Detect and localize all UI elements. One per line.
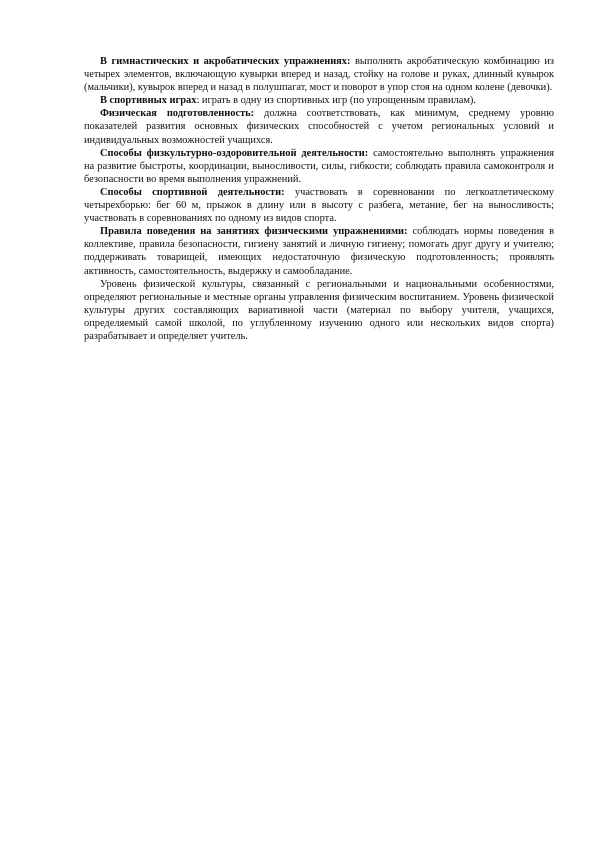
paragraph-body: : играть в одну из спортивных игр (по упрощенным правилам). [196, 95, 476, 107]
paragraph-culture-level [84, 278, 554, 343]
paragraph-lead: В гимнастических и акробатических упражнениях: [100, 56, 351, 67]
paragraph-body: соблюдать нормы поведения в коллективе, правила безопасности, гигиену занятий и личную гигиену; помогать друг другу и учителю; поддерживать товарищей, имеющих недостаточную физическую подготовленность; проявлять активность, самостоятельность, выдержку и самообладание. [84, 226, 554, 277]
paragraph-behavior-rules [84, 225, 554, 277]
paragraph-body: самостоятельно выполнять упражнения на развитие быстроты, координации, выносливости, силы, гибкости; соблюдать правила самоконтроля и безопасности во время выполнения упражнений. [84, 147, 554, 185]
paragraph-gymnastics [84, 55, 554, 94]
document-page [84, 55, 554, 343]
paragraph-lead: В спортивных играх [100, 95, 197, 107]
paragraph-body: участвовать в соревновании по легкоатлетическому четырехборью: бег 60 м, прыжок в длину или в высоту с разбега, метание, бег на выносливость; участвовать в соревнованиях по одному из видов спорта. [84, 186, 554, 225]
paragraph-body: выполнять акробатическую комбинацию из четырех элементов, включающую кувырки вперед и назад, стойку на голове и руках, длинный кувырок (мальчики), кувырок вперед и назад в полушпагат, мост и поворот в упор стоя на одном колене (девочки). [84, 56, 554, 94]
paragraph-lead: Способы спортивной деятельности: [100, 186, 285, 198]
paragraph-lead: Способы физкультурно-оздоровительной деятельности: [100, 147, 369, 159]
paragraph-health-activity [84, 147, 554, 186]
paragraph-sport-activity [84, 186, 554, 225]
paragraph-lead: Правила поведения на занятиях физическими упражнениями: [100, 226, 408, 238]
paragraph-body: Уровень физической культуры, связанный с региональными и национальными особенностями, определяют региональные и местные органы управления физическим воспитанием. Уровень физической культуры других составляющих вариативной части (материал по выбору учителя, учащихся, определяемый самой школой, по углубленному изучению одного или нескольких видов спорта) разрабатывает и определяет учитель. [84, 278, 554, 342]
paragraph-lead: Физическая подготовленность: [100, 108, 255, 120]
paragraph-physical-fitness [84, 107, 554, 146]
paragraph-body: должна соответствовать, как минимум, среднему уровню показателей развития основных физических способностей с учетом региональных условий и индивидуальных возможностей учащихся. [84, 108, 554, 146]
paragraph-sport-games [84, 94, 554, 107]
